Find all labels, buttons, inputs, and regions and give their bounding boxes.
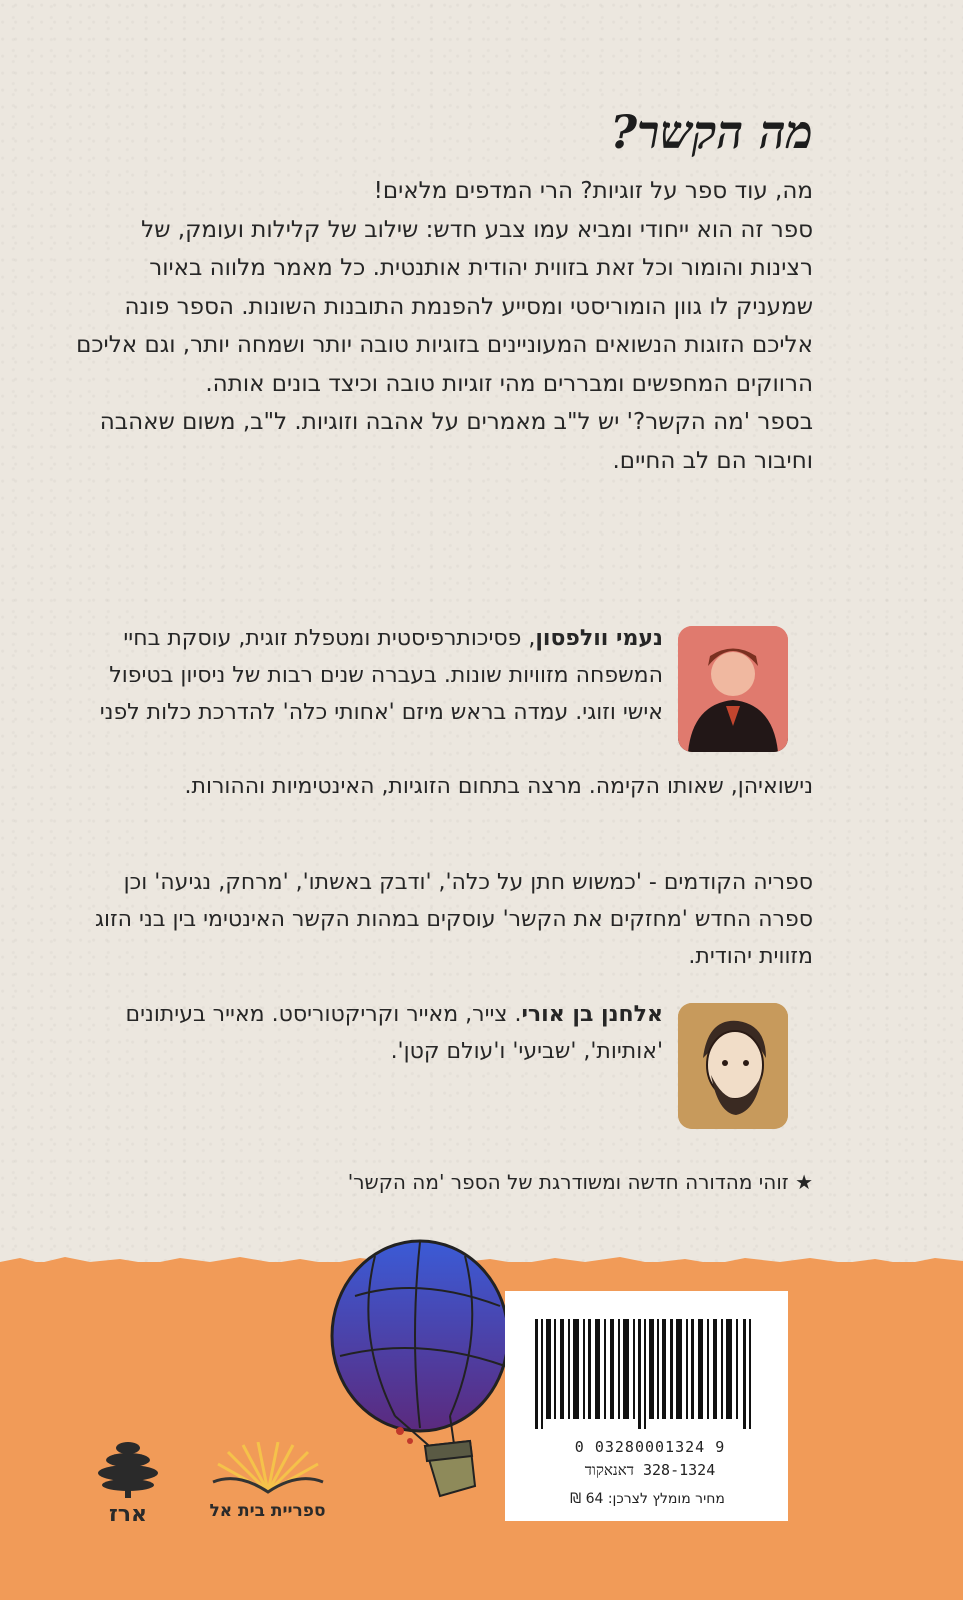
illustrator-photo-elchanan (678, 1003, 788, 1129)
erez-logo-text: ארז (108, 1502, 148, 1527)
author-photo-naomi (678, 626, 788, 752)
barcode-digits: 0 03280001324 9 (574, 1438, 726, 1456)
edition-note: ★ זוהי מהדורה חדשה ומשודרגת של הספר 'מה הקשר' (347, 1170, 813, 1194)
author-naomi-bio-text: , פסיכותרפיסטית ומטפלת זוגית, עוסקת בחיי המשפחה מזוויות שונות. בעברה שנים רבות של ניסיון בטיפול אישי וזוגי. עמדה בראש מיזם 'אחותי כלה' להדרכת כלות לפני (99, 626, 663, 725)
barcode-icon (535, 1319, 760, 1429)
intro-paragraph-1: מה, עוד ספר על זוגיות? הרי המדפים מלאים! (373, 178, 813, 204)
bayit-el-logo (200, 1442, 335, 1532)
recommended-price: מחיר מומלץ לצרכן: 64 ₪ (570, 1491, 725, 1507)
cedar-tree-icon (93, 1438, 163, 1498)
author-naomi-bio-top (71, 620, 663, 731)
barcode-box (505, 1291, 788, 1521)
author-naomi-books-text: ספריה הקודמים - 'כמשוש חתן על כלה', 'ודבק באשתו', 'מרחק, נגיעה' וכן ספרה החדש 'מחזקים את הקשר' עוסקים במהות הקשר האינטימי בין בני הזוג מזווית יהודית. (94, 870, 813, 969)
open-book-icon (208, 1442, 328, 1497)
erez-logo (93, 1438, 163, 1538)
author-naomi-name: נעמי וולפסון (535, 626, 663, 651)
author-naomi-books (73, 864, 813, 975)
intro-text (73, 172, 813, 480)
intro-paragraph-2: ספר זה הוא ייחודי ומביא עמו צבע חדש: שילוב של קלילות ועומק, של רצינות והומור וכל זאת בזווית יהודית אותנטית. כל מאמר מלווה באיור שמעניק לו גוון הומוריסטי ומסייע להפנמת התובנות השונות. הספר פונה אליכם הזוגות הנשואים המעוניינים בזוגיות טובה יותר ושמחה יותר, וגם אליכם הרווקים המחפשים ומבררים מהי זוגיות טובה וכיצד בונים אותה. (76, 216, 813, 397)
bayit-el-logo-text: ספריית בית אל (209, 1501, 326, 1521)
barcode-code: 328-1324 דאנאקוד (584, 1461, 716, 1479)
book-title: מה הקשר? (610, 105, 813, 159)
author-naomi-bio-continued: נישואיהן, שאותו הקימה. מרצה בתחום הזוגיות, האינטימיות וההורות. (184, 774, 813, 799)
intro-paragraph-3: בספר 'מה הקשר?' יש ל"ב מאמרים על אהבה וזוגיות. ל"ב, משום שאהבה וחיבור הם לב החיים. (99, 409, 813, 474)
author-elchanan-name: אלחנן בן אורי (521, 1002, 663, 1027)
author-elchanan-bio-text: . צייר, מאייר וקריקטוריסט. מאייר בעיתונים 'אותיות', 'שביעי' ו'עולם קטן'. (125, 1002, 663, 1064)
author-elchanan-bio (71, 996, 663, 1070)
author-naomi-bio-bottom (73, 768, 813, 805)
